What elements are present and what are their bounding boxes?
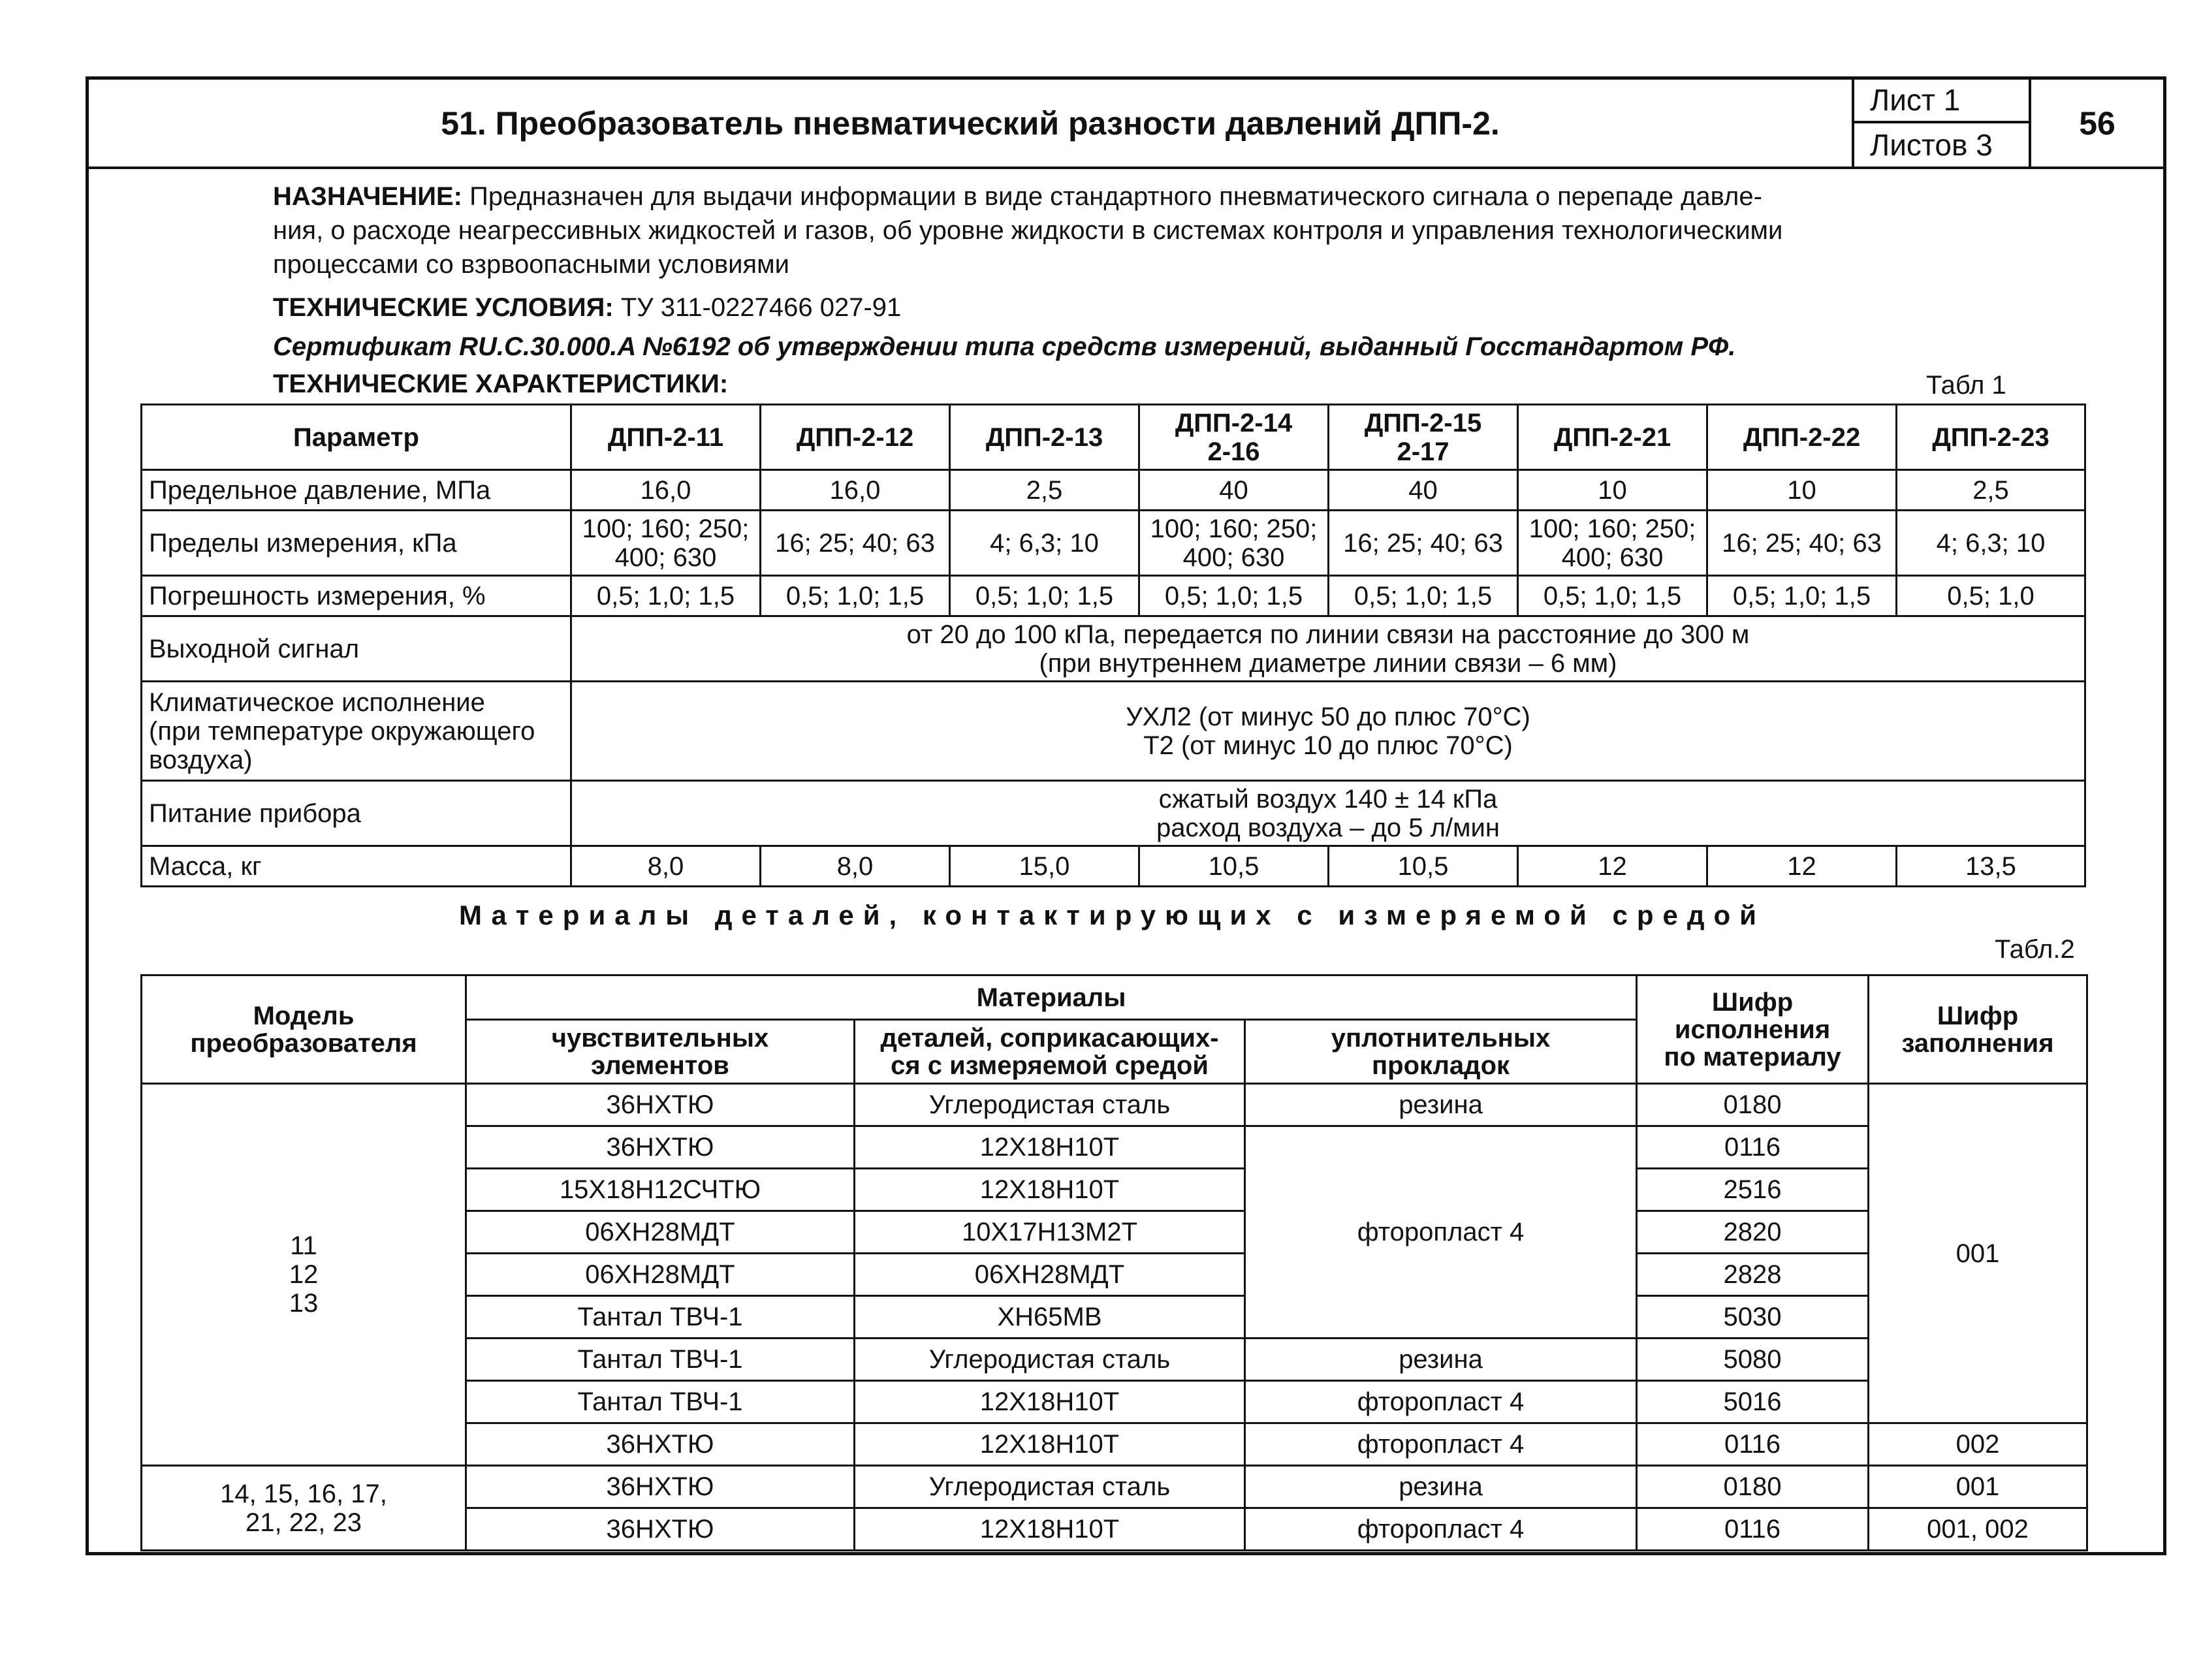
cell-line: расход воздуха – до 5 л/мин bbox=[1156, 813, 1500, 842]
header-code bbox=[1637, 975, 1869, 1084]
row-label: Предельное давление, МПа bbox=[142, 470, 571, 511]
header-dpp-2-23: ДПП-2-23 bbox=[1897, 405, 2085, 470]
cell-line: от 20 до 100 кПа, передается по линии связи на расстояние до 300 м bbox=[906, 620, 1750, 649]
header-line: ся с измеряемой средой bbox=[891, 1051, 1209, 1080]
table-cell: 0180 bbox=[1637, 1466, 1869, 1508]
table-cell: 16; 25; 40; 63 bbox=[1707, 511, 1897, 576]
table-cell: 8,0 bbox=[571, 846, 761, 887]
table-cell: 16; 25; 40; 63 bbox=[761, 511, 950, 576]
table-cell: 06ХН28МДТ bbox=[855, 1254, 1245, 1296]
materials-table bbox=[140, 974, 2088, 1551]
header-dpp-2-11: ДПП-2-11 bbox=[571, 405, 761, 470]
label-line: воздуха) bbox=[149, 745, 253, 774]
header-model bbox=[142, 975, 466, 1084]
table-cell: Тантал ТВЧ-1 bbox=[466, 1296, 855, 1339]
model-line: 13 bbox=[289, 1289, 319, 1318]
table-cell: 16; 25; 40; 63 bbox=[1329, 511, 1518, 576]
table-cell: 0,5; 1,0; 1,5 bbox=[1139, 576, 1329, 616]
purpose-paragraph bbox=[273, 180, 2062, 281]
cell-line: (при внутреннем диаметре линии связи – 6 мм) bbox=[1039, 648, 1617, 678]
table-cell: 06ХН28МДТ bbox=[466, 1211, 855, 1254]
header-dpp-2-14: ДПП-2-14 bbox=[1175, 408, 1293, 437]
header-materials: Материалы bbox=[466, 975, 1637, 1020]
model-line: 11 bbox=[290, 1231, 317, 1260]
header-dpp-2-15-17 bbox=[1329, 405, 1518, 470]
header-line: Шифр bbox=[1711, 987, 1794, 1017]
header-line: деталей, соприкасающих- bbox=[880, 1023, 1219, 1053]
cell-line: 100; 160; 250; bbox=[1150, 514, 1318, 543]
header-line: Модель bbox=[253, 1001, 355, 1030]
row-label: Выходной сигнал bbox=[142, 616, 571, 682]
table-cell: 16,0 bbox=[571, 470, 761, 511]
model-line: 12 bbox=[289, 1260, 319, 1289]
table-cell: 5030 bbox=[1637, 1296, 1869, 1339]
header-line: заполнения bbox=[1901, 1028, 2054, 1058]
table-cell: резина bbox=[1245, 1339, 1637, 1381]
table-cell: 5080 bbox=[1637, 1339, 1869, 1381]
header-sensitive bbox=[466, 1020, 855, 1084]
table-cell: 0116 bbox=[1637, 1508, 1869, 1551]
header-line: уплотнительных bbox=[1331, 1023, 1551, 1053]
table-cell: Тантал ТВЧ-1 bbox=[466, 1339, 855, 1381]
header-2-17: 2-17 bbox=[1397, 437, 1449, 466]
model-group-2 bbox=[142, 1466, 466, 1551]
table-cell: фторопласт 4 bbox=[1245, 1381, 1637, 1423]
header-fill bbox=[1869, 975, 2087, 1084]
table-cell: 10,5 bbox=[1139, 846, 1329, 887]
sheet-info bbox=[1852, 80, 2029, 166]
table-cell: 16,0 bbox=[761, 470, 950, 511]
characteristics-heading: ТЕХНИЧЕСКИЕ ХАРАКТЕРИСТИКИ: bbox=[273, 370, 729, 398]
table-cell: 0116 bbox=[1637, 1423, 1869, 1466]
model-line: 14, 15, 16, 17, bbox=[220, 1479, 387, 1508]
purpose-line-3: процессами со взрвоопасными условиями bbox=[273, 250, 789, 279]
table1-caption: Табл 1 bbox=[1926, 371, 2006, 400]
header-line: элементов bbox=[591, 1051, 729, 1080]
table-cell: фторопласт 4 bbox=[1245, 1423, 1637, 1466]
table-cell: 2820 bbox=[1637, 1211, 1869, 1254]
table-cell: фторопласт 4 bbox=[1245, 1508, 1637, 1551]
table-cell: 13,5 bbox=[1897, 846, 2085, 887]
table-cell: Тантал ТВЧ-1 bbox=[466, 1381, 855, 1423]
tech-conditions-value: ТУ 311-0227466 027-91 bbox=[613, 293, 902, 322]
table-cell: Углеродистая сталь bbox=[855, 1339, 1245, 1381]
table-cell: 15,0 bbox=[950, 846, 1139, 887]
header-dpp-2-22: ДПП-2-22 bbox=[1707, 405, 1897, 470]
table-cell bbox=[1518, 511, 1707, 576]
row-error bbox=[142, 576, 2085, 616]
row-label: Масса, кг bbox=[142, 846, 571, 887]
cell-line: Т2 (от минус 10 до плюс 70°С) bbox=[1143, 731, 1513, 760]
table-cell: 10Х17Н13М2Т bbox=[855, 1211, 1245, 1254]
table-cell: 5016 bbox=[1637, 1381, 1869, 1423]
table-cell: 40 bbox=[1139, 470, 1329, 511]
table-cell: 4; 6,3; 10 bbox=[950, 511, 1139, 576]
header-line: исполнения bbox=[1674, 1015, 1831, 1044]
cell-line: УХЛ2 (от минус 50 до плюс 70°С) bbox=[1126, 702, 1530, 731]
table-cell: 4; 6,3; 10 bbox=[1897, 511, 2085, 576]
table-cell: 12Х18Н10Т bbox=[855, 1508, 1245, 1551]
materials-heading: Материалы деталей, контактирующих с измеряемой средой bbox=[459, 900, 1766, 930]
header-dpp-2-13: ДПП-2-13 bbox=[950, 405, 1139, 470]
cell-line: сжатый воздух 140 ± 14 кПа bbox=[1158, 784, 1498, 814]
table-cell: 0,5; 1,0 bbox=[1897, 576, 2085, 616]
header-line: чувствительных bbox=[551, 1023, 769, 1053]
header-2-16: 2-16 bbox=[1207, 437, 1260, 466]
header-dpp-2-15: ДПП-2-15 bbox=[1364, 408, 1482, 437]
header-line: по материалу bbox=[1664, 1042, 1841, 1071]
table1-header-row bbox=[142, 405, 2085, 470]
row-pressure bbox=[142, 470, 2085, 511]
row-label: Питание прибора bbox=[142, 781, 571, 846]
table-cell: 0,5; 1,0; 1,5 bbox=[1707, 576, 1897, 616]
title-block bbox=[89, 80, 2163, 169]
label-line: (при температуре окружающего bbox=[149, 716, 535, 746]
table-cell: 36НХТЮ bbox=[466, 1466, 855, 1508]
row-climate bbox=[142, 682, 2085, 781]
table-cell: резина bbox=[1245, 1084, 1637, 1126]
table-cell: 0,5; 1,0; 1,5 bbox=[571, 576, 761, 616]
table-cell: 10,5 bbox=[1329, 846, 1518, 887]
sheets-total: Листов 3 bbox=[1870, 127, 1993, 162]
table-cell: 12Х18Н10Т bbox=[855, 1126, 1245, 1169]
tech-conditions bbox=[273, 291, 901, 325]
header-line: прокладок bbox=[1371, 1051, 1510, 1080]
header-dpp-2-21: ДПП-2-21 bbox=[1518, 405, 1707, 470]
table-cell: Углеродистая сталь bbox=[855, 1084, 1245, 1126]
table2-header-row-1 bbox=[142, 975, 2087, 1020]
merged-cell bbox=[571, 616, 2085, 682]
table-cell: 2516 bbox=[1637, 1169, 1869, 1211]
header-parts bbox=[855, 1020, 1245, 1084]
table-cell: 12Х18Н10Т bbox=[855, 1381, 1245, 1423]
table-cell: 12 bbox=[1707, 846, 1897, 887]
table-row bbox=[142, 1466, 2087, 1508]
table-cell: 0116 bbox=[1637, 1126, 1869, 1169]
merged-cell bbox=[571, 781, 2085, 846]
characteristics-table bbox=[140, 404, 2086, 887]
purpose-line-1 bbox=[273, 180, 2062, 214]
table-cell: 0,5; 1,0; 1,5 bbox=[1518, 576, 1707, 616]
row-output bbox=[142, 616, 2085, 682]
cell-line: 400; 630 bbox=[1182, 543, 1285, 572]
table-cell: 8,0 bbox=[761, 846, 950, 887]
header-line: преобразователя bbox=[190, 1028, 417, 1058]
merged-cell bbox=[571, 682, 2085, 781]
model-group-1 bbox=[142, 1084, 466, 1466]
table-cell: 12Х18Н10Т bbox=[855, 1423, 1245, 1466]
row-mass bbox=[142, 846, 2085, 887]
table-cell: 12 bbox=[1518, 846, 1707, 887]
purpose-label: НАЗНАЧЕНИЕ: bbox=[273, 182, 462, 211]
cell-line: 100; 160; 250; bbox=[1528, 514, 1696, 543]
table-cell: 40 bbox=[1329, 470, 1518, 511]
row-range bbox=[142, 511, 2085, 576]
table-cell: 001, 002 bbox=[1869, 1508, 2087, 1551]
table-cell: 002 bbox=[1869, 1423, 2087, 1466]
label-line: Климатическое исполнение bbox=[149, 688, 485, 717]
table-cell: 10 bbox=[1518, 470, 1707, 511]
header-line: Шифр bbox=[1937, 1001, 2019, 1030]
header-parameter: Параметр bbox=[142, 405, 571, 470]
table-cell: ХН65МВ bbox=[855, 1296, 1245, 1339]
row-label bbox=[142, 682, 571, 781]
page-number: 56 bbox=[2029, 80, 2163, 166]
table2-caption: Табл.2 bbox=[1995, 935, 2075, 964]
row-power bbox=[142, 781, 2085, 846]
tech-conditions-label: ТЕХНИЧЕСКИЕ УСЛОВИЯ: bbox=[273, 293, 614, 322]
certificate-text: Сертификат RU.C.30.000.A №6192 об утверждении типа средств измерений, выданный Госстандартом РФ. bbox=[273, 332, 1736, 361]
cell-line: 400; 630 bbox=[1561, 543, 1664, 572]
table-cell: 10 bbox=[1707, 470, 1897, 511]
sheet-number: Лист 1 bbox=[1854, 80, 2029, 123]
table-cell: 0180 bbox=[1637, 1084, 1869, 1126]
table-cell: 2,5 bbox=[950, 470, 1139, 511]
seal-merged-cell: фторопласт 4 bbox=[1245, 1126, 1637, 1339]
purpose-line-2: ния, о расходе неагрессивных жидкостей и газов, об уровне жидкости в системах контроля и управления технологическими bbox=[273, 216, 1783, 245]
table-cell: 15Х18Н12СЧТЮ bbox=[466, 1169, 855, 1211]
table-cell: 2,5 bbox=[1897, 470, 2085, 511]
table-cell: 36НХТЮ bbox=[466, 1126, 855, 1169]
row-label: Пределы измерения, кПа bbox=[142, 511, 571, 576]
header-dpp-2-14-16 bbox=[1139, 405, 1329, 470]
row-label: Погрешность измерения, % bbox=[142, 576, 571, 616]
fill-group-1: 001 bbox=[1869, 1084, 2087, 1423]
table-cell: 06ХН28МДТ bbox=[466, 1254, 855, 1296]
cell-line: 400; 630 bbox=[614, 543, 717, 572]
table-cell: Углеродистая сталь bbox=[855, 1466, 1245, 1508]
purpose-text-1: Предназначен для выдачи информации в виде стандартного пневматического сигнала о перепаде давле- bbox=[462, 182, 1762, 211]
table-cell: резина bbox=[1245, 1466, 1637, 1508]
table-row bbox=[142, 1084, 2087, 1126]
header-dpp-2-12: ДПП-2-12 bbox=[761, 405, 950, 470]
table-cell: 0,5; 1,0; 1,5 bbox=[950, 576, 1139, 616]
table-cell: 36НХТЮ bbox=[466, 1423, 855, 1466]
cell-line: 100; 160; 250; bbox=[582, 514, 750, 543]
table-cell: 2828 bbox=[1637, 1254, 1869, 1296]
table-cell: 36НХТЮ bbox=[466, 1084, 855, 1126]
table-cell bbox=[1139, 511, 1329, 576]
model-line: 21, 22, 23 bbox=[245, 1508, 362, 1537]
table-cell: 0,5; 1,0; 1,5 bbox=[761, 576, 950, 616]
table-cell: 36НХТЮ bbox=[466, 1508, 855, 1551]
header-seals bbox=[1245, 1020, 1637, 1084]
table-cell bbox=[571, 511, 761, 576]
table-cell: 12Х18Н10Т bbox=[855, 1169, 1245, 1211]
document-title: 51. Преобразователь пневматический разности давлений ДПП-2. bbox=[441, 104, 1500, 142]
table-cell: 0,5; 1,0; 1,5 bbox=[1329, 576, 1518, 616]
table-cell: 001 bbox=[1869, 1466, 2087, 1508]
